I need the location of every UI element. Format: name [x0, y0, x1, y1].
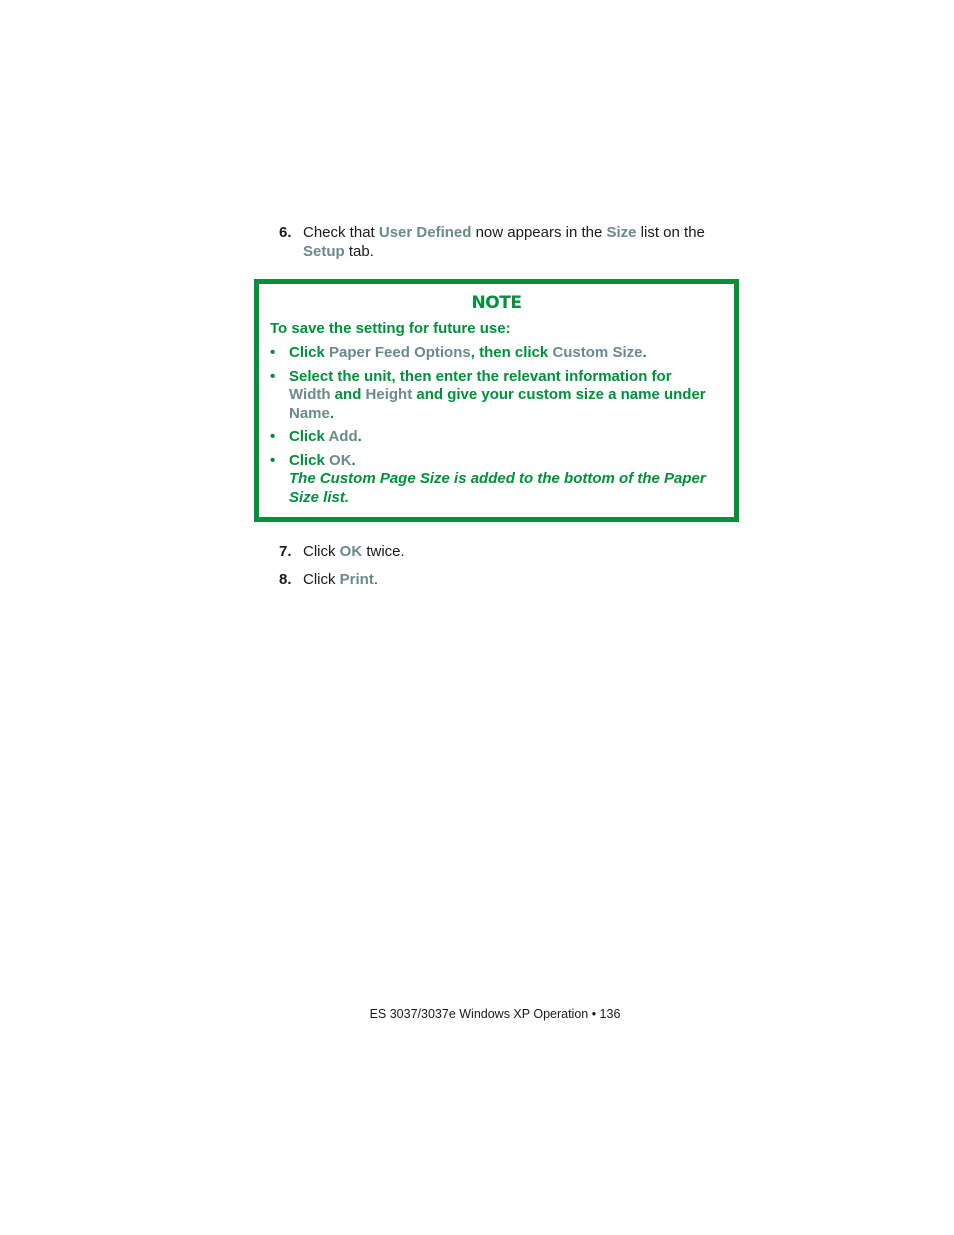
note-intro: To save the setting for future use: — [270, 320, 511, 337]
bullet-icon: • — [270, 428, 276, 445]
step-7 — [279, 543, 739, 562]
step-number: 8. — [279, 571, 292, 588]
bullet-icon: • — [270, 344, 276, 361]
page-footer: ES 3037/3037e Windows XP Operation • 136 — [369, 1007, 621, 1021]
bullet-icon: • — [270, 367, 276, 385]
ui-term-setup: Setup — [303, 242, 345, 260]
ui-term-custom-size: Custom Size — [552, 344, 643, 361]
ui-term-ok: OK — [329, 451, 352, 469]
ui-term-add: Add — [328, 428, 358, 445]
step-number: 6. — [279, 224, 292, 241]
note-item: • Click Paper Feed Options, then click Custom Size. — [270, 344, 647, 361]
step-6 — [279, 224, 739, 261]
ui-term-width: Width — [289, 386, 331, 403]
note-item: • Click OK. The Custom Page Size is added to the bottom of the Paper Size list. — [270, 451, 706, 506]
step-text: Click OK twice. — [303, 543, 405, 560]
step-8 — [279, 571, 739, 590]
note-item: • Click Add. — [270, 428, 362, 445]
note-list — [270, 344, 710, 512]
ui-term-name: Name — [289, 404, 330, 422]
ui-term-ok: OK — [339, 543, 363, 560]
ui-term-print: Print — [339, 571, 374, 588]
note-box — [254, 279, 739, 522]
step-text: Check that User Defined now appears in the Size list on the Setup tab. — [303, 224, 705, 260]
step-number: 7. — [279, 543, 292, 560]
ui-term-height: Height — [365, 386, 413, 403]
ui-term-size: Size — [606, 224, 637, 241]
note-title: NOTE — [471, 293, 522, 313]
step-text: Click Print. — [303, 571, 379, 588]
ui-term-paper-feed-options: Paper Feed Options — [329, 344, 471, 361]
ui-term-user-defined: User Defined — [378, 224, 472, 241]
note-item-italic-result: The Custom Page Size is added to the bottom of the Paper Size list. — [289, 470, 706, 506]
note-item: • Select the unit, then enter the relevant information for Width and Height and give your custom size a name under Name. — [270, 367, 706, 422]
bullet-icon: • — [270, 451, 276, 469]
